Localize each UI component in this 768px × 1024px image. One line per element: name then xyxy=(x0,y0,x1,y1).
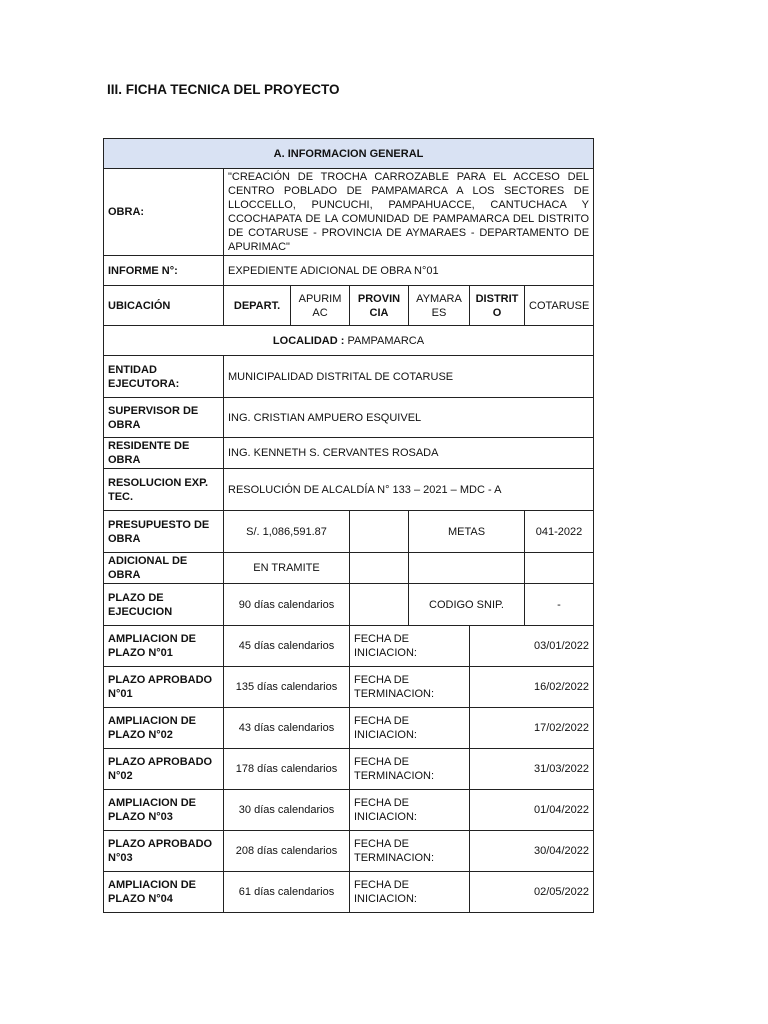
adicional-blank-1 xyxy=(350,553,409,584)
fecha-label: FECHA DE TERMINACION: xyxy=(350,831,470,872)
resolucion-value: RESOLUCIÓN DE ALCALDÍA N° 133 – 2021 – MDC - A xyxy=(224,469,594,511)
obra-label: OBRA: xyxy=(104,169,224,256)
adicional-blank-2 xyxy=(409,553,525,584)
page-title: III. FICHA TECNICA DEL PROYECTO xyxy=(107,82,340,97)
provincia-value: AYMARAES xyxy=(409,286,470,326)
plazo-days: 43 días calendarios xyxy=(224,708,350,749)
table-row xyxy=(104,749,594,790)
snip-value: - xyxy=(525,584,594,626)
plazo-days: 61 días calendarios xyxy=(224,872,350,913)
plazo-label: PLAZO APROBADO N°02 xyxy=(104,749,224,790)
provincia-label: PROVINCIA xyxy=(350,286,409,326)
plazo-label: AMPLIACION DE PLAZO N°02 xyxy=(104,708,224,749)
supervisor-value: ING. CRISTIAN AMPUERO ESQUIVEL xyxy=(224,398,594,438)
presupuesto-value: S/. 1,086,591.87 xyxy=(224,511,350,553)
fecha-label: FECHA DE INICIACION: xyxy=(350,626,470,667)
distrito-label: DISTRITO xyxy=(470,286,525,326)
table-row xyxy=(104,667,594,708)
plazo-label: PLAZO APROBADO N°01 xyxy=(104,667,224,708)
adicional-value: EN TRAMITE xyxy=(224,553,350,584)
table-row xyxy=(104,831,594,872)
table-row xyxy=(104,790,594,831)
fecha-label: FECHA DE TERMINACION: xyxy=(350,667,470,708)
fecha-label: FECHA DE TERMINACION: xyxy=(350,749,470,790)
ficha-tecnica-table xyxy=(103,138,593,913)
fecha-label: FECHA DE INICIACION: xyxy=(350,872,470,913)
depart-value: APURIMAC xyxy=(291,286,350,326)
plazo-label: AMPLIACION DE PLAZO N°03 xyxy=(104,790,224,831)
obra-value: "CREACIÓN DE TROCHA CARROZABLE PARA EL ACCESO DEL CENTRO POBLADO DE PAMPAMARCA A LOS SECTORES DE LLOCCELLO, PUNCUCHI, PAMPAHUACCE, CANTUCHACA Y CCOCHAPATA DE LA COMUNIDAD DE PAMPAMARCA DEL DISTRITO DE COTARUSE - PROVINCIA DE AYMARAES - DEPARTAMENTO DE APURIMAC" xyxy=(224,169,594,256)
informe-value: EXPEDIENTE ADICIONAL DE OBRA N°01 xyxy=(224,256,594,286)
distrito-value: COTARUSE xyxy=(525,286,594,326)
plazo-ejecucion-label: PLAZO DE EJECUCION xyxy=(104,584,224,626)
fecha-label: FECHA DE INICIACION: xyxy=(350,708,470,749)
supervisor-label: SUPERVISOR DE OBRA xyxy=(104,398,224,438)
fecha-date: 31/03/2022 xyxy=(470,749,594,790)
localidad-label: LOCALIDAD : xyxy=(272,334,345,347)
plazo-label: AMPLIACION DE PLAZO N°01 xyxy=(104,626,224,667)
table-row xyxy=(104,626,594,667)
table-row xyxy=(104,708,594,749)
fecha-date: 16/02/2022 xyxy=(470,667,594,708)
adicional-label: ADICIONAL DE OBRA xyxy=(104,553,224,584)
informe-label: INFORME N°: xyxy=(104,256,224,286)
plazo-ejecucion-value: 90 días calendarios xyxy=(224,584,350,626)
entidad-value: MUNICIPALIDAD DISTRITAL DE COTARUSE xyxy=(224,356,594,398)
presupuesto-label: PRESUPUESTO DE OBRA xyxy=(104,511,224,553)
plazo-days: 135 días calendarios xyxy=(224,667,350,708)
plazo-label: AMPLIACION DE PLAZO N°04 xyxy=(104,872,224,913)
metas-value: 041-2022 xyxy=(525,511,594,553)
residente-label: RESIDENTE DE OBRA xyxy=(104,438,224,469)
plazo-ejecucion-blank xyxy=(350,584,409,626)
fecha-date: 17/02/2022 xyxy=(470,708,594,749)
presupuesto-blank xyxy=(350,511,409,553)
depart-label: DEPART. xyxy=(224,286,291,326)
table-row xyxy=(104,872,594,913)
plazo-days: 178 días calendarios xyxy=(224,749,350,790)
section-header: A. INFORMACION GENERAL xyxy=(104,139,594,169)
metas-label: METAS xyxy=(409,511,525,553)
plazo-days: 30 días calendarios xyxy=(224,790,350,831)
plazo-days: 208 días calendarios xyxy=(224,831,350,872)
fecha-date: 30/04/2022 xyxy=(470,831,594,872)
fecha-label: FECHA DE INICIACION: xyxy=(350,790,470,831)
resolucion-label: RESOLUCION EXP. TEC. xyxy=(104,469,224,511)
snip-label: CODIGO SNIP. xyxy=(409,584,525,626)
adicional-blank-3 xyxy=(525,553,594,584)
residente-value: ING. KENNETH S. CERVANTES ROSADA xyxy=(224,438,594,469)
plazo-label: PLAZO APROBADO N°03 xyxy=(104,831,224,872)
localidad-row xyxy=(104,326,594,356)
plazo-days: 45 días calendarios xyxy=(224,626,350,667)
ubicacion-label: UBICACIÓN xyxy=(104,286,224,326)
fecha-date: 03/01/2022 xyxy=(470,626,594,667)
fecha-date: 01/04/2022 xyxy=(470,790,594,831)
entidad-label: ENTIDAD EJECUTORA: xyxy=(104,356,224,398)
fecha-date: 02/05/2022 xyxy=(470,872,594,913)
localidad-value: PAMPAMARCA xyxy=(347,334,425,347)
